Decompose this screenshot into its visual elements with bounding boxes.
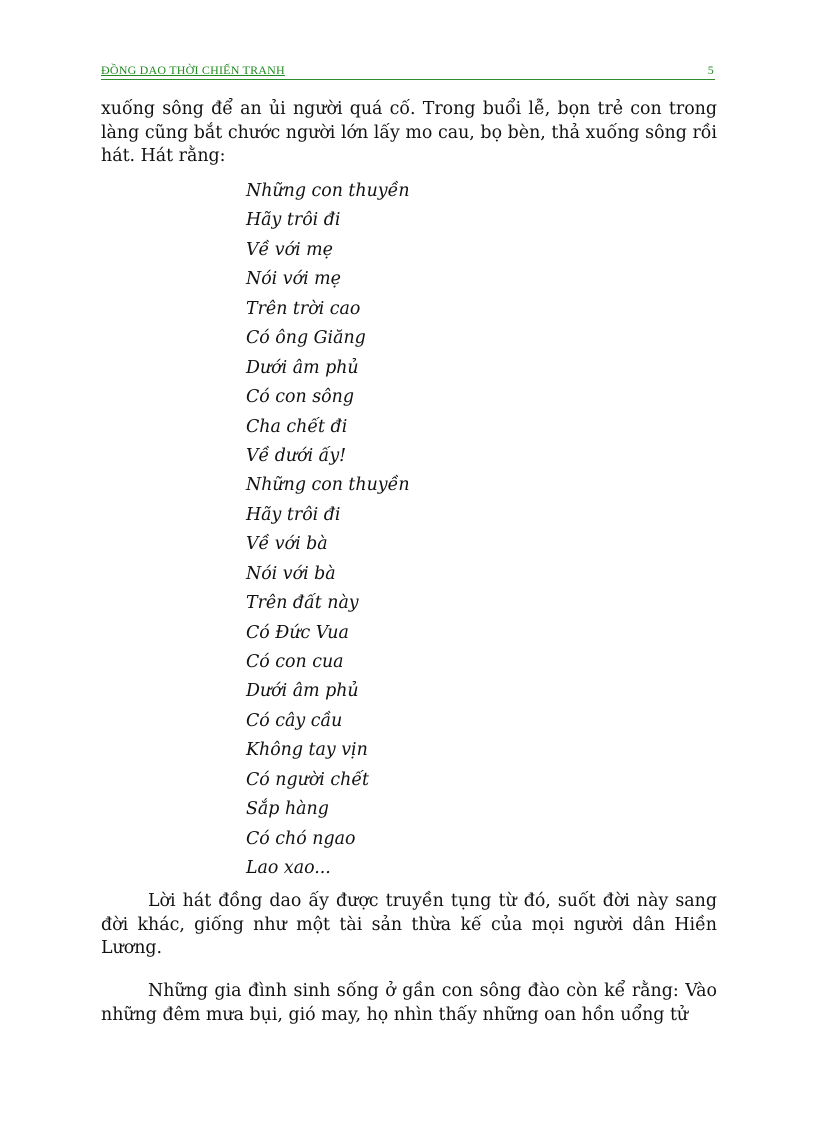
poem-line: Những con thuyền [246, 475, 410, 496]
poem-line: Hãy trôi đi [246, 504, 341, 525]
poem-line: Có ông Giăng [246, 328, 366, 349]
poem-line: Về với bà [246, 534, 328, 555]
poem-line: Về với mẹ [246, 239, 333, 260]
poem-line: Trên đất này [246, 593, 359, 614]
poem-line: Có người chết [246, 769, 370, 790]
page-number: 5 [707, 63, 714, 77]
paragraph-legacy: Lời hát đồng dao ấy được truyền tụng từ đó, suốt đời này sang đời khác, giống như một tài sản thừa kế của mọi người dân Hiền Lương. [101, 891, 717, 958]
poem-line: Nói với bà [246, 563, 336, 584]
poem-line: Trên trời cao [246, 298, 361, 319]
poem-line: Cha chết đi [246, 416, 348, 437]
poem-line: Nói với mẹ [246, 269, 341, 290]
poem-line: Có chó ngao [246, 828, 356, 849]
poem-line: Dưới âm phủ [246, 357, 359, 378]
poem-line: Có con sông [246, 387, 354, 408]
poem-line: Có cây cầu [246, 710, 343, 731]
poem-line: Những con thuyền [246, 181, 410, 201]
poem-line: Có con cua [246, 652, 344, 672]
page-header [101, 62, 715, 80]
poem-line: Sắp hàng [246, 799, 329, 820]
poem-line: Không tay vịn [246, 740, 368, 761]
poem [246, 177, 410, 884]
poem-line: Lao xao... [246, 858, 331, 879]
running-title: ĐỒNG DAO THỜI CHIẾN TRANH [101, 63, 285, 77]
poem-line: Có Đức Vua [246, 622, 349, 643]
paragraph-ghosts: Những gia đình sinh sống ở gần con sông đào còn kể rằng: Vào những đêm mưa bụi, gió may, họ nhìn thấy những oan hồn uổng tử [101, 981, 717, 1025]
poem-line: Hãy trôi đi [246, 210, 341, 231]
paragraph-intro: xuống sông để an ủi người quá cố. Trong buổi lễ, bọn trẻ con trong làng cũng bắt chước người lớn lấy mo cau, bọ bèn, thả xuống sông rồi hát. Hát rằng: [101, 99, 717, 166]
poem-line: Dưới âm phủ [246, 681, 359, 702]
poem-line: Về dưới ấy! [246, 445, 347, 466]
